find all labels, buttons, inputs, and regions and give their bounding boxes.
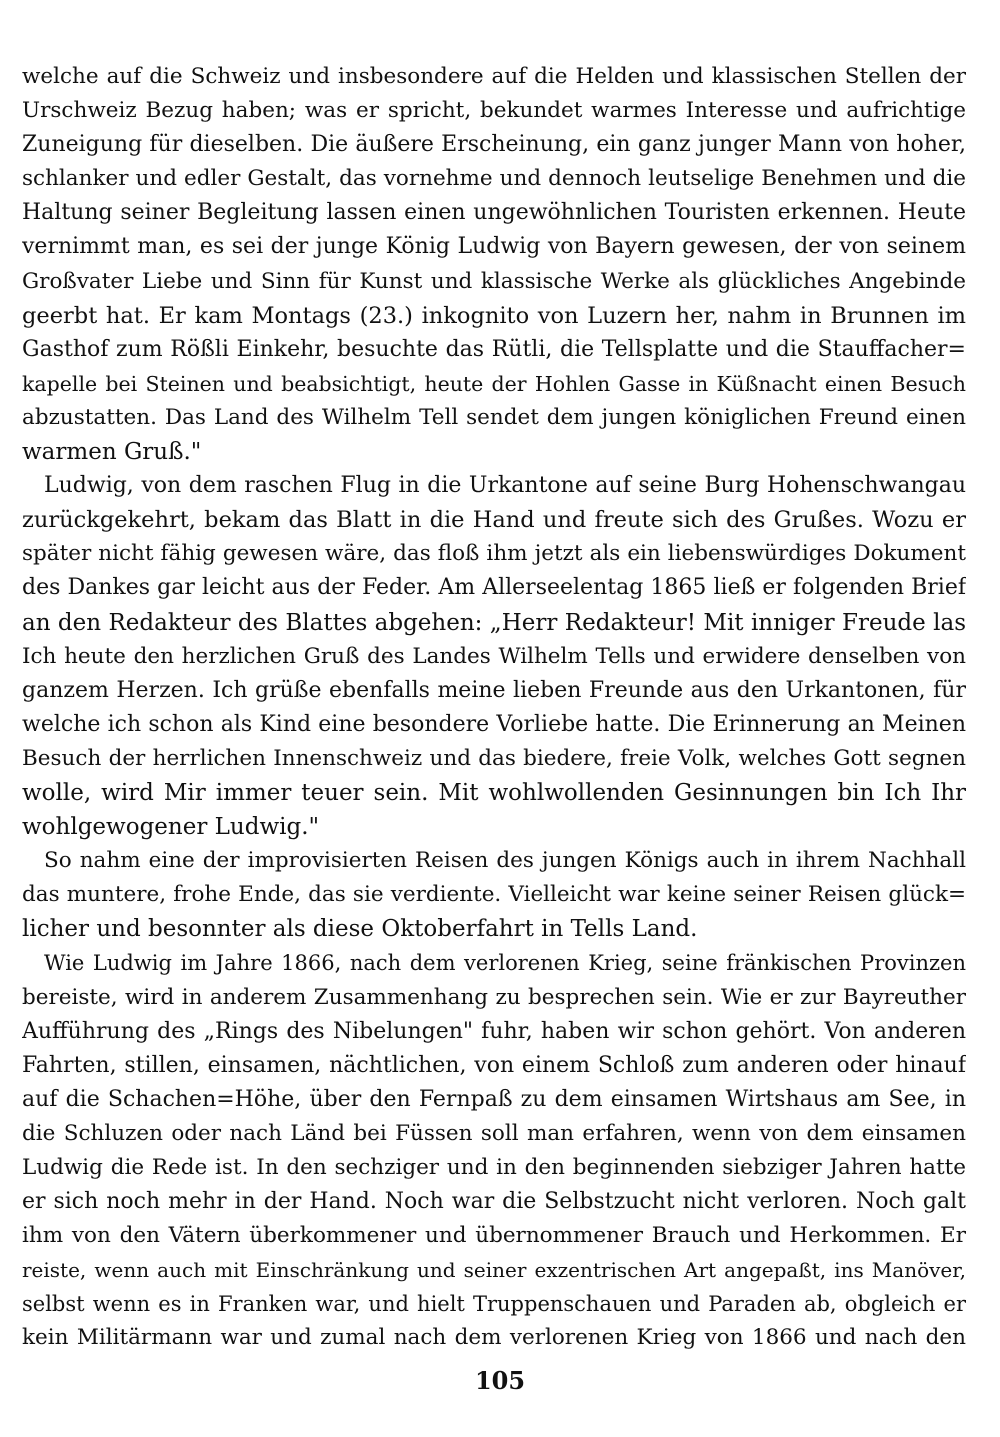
text-line: So nahm eine der improvisierten Reisen des jungen Königs auch in ihrem Nachhall xyxy=(44,848,966,874)
text-line: Fahrten, stillen, einsamen, nächtlichen, von einem Schloß zum anderen oder hinauf xyxy=(22,1052,966,1078)
text-line: er sich noch mehr in der Hand. Noch war die Selbstzucht nicht verloren. Noch galt xyxy=(22,1189,966,1215)
text-line: kein Militärmann war und zumal nach dem verlorenen Krieg von 1866 und nach den xyxy=(22,1325,966,1351)
text-line: des Dankes gar leicht aus der Feder. Am Allerseelentag 1865 ließ er folgenden Brief xyxy=(22,575,966,601)
text-line: ganzem Herzen. Ich grüße ebenfalls meine lieben Freunde aus den Urkantonen, für xyxy=(22,677,966,703)
text-line: Aufführung des „Rings des Nibelungen" fuhr, haben wir schon gehört. Von anderen xyxy=(22,1018,966,1044)
text-line: schlanker und edler Gestalt, das vornehme und dennoch leutselige Benehmen und die xyxy=(22,166,966,192)
text-line: warmen Gruß." xyxy=(22,439,202,466)
text-line: abzustatten. Das Land des Wilhelm Tell sendet dem jungen königlichen Freund einen xyxy=(22,404,966,430)
text-line: ihm von den Vätern überkommener und übernommener Brauch und Herkommen. Er xyxy=(22,1223,966,1249)
text-line: auf die Schachen=Höhe, über den Fernpaß zu dem einsamen Wirtshaus am See, in xyxy=(22,1086,966,1112)
text-line: an den Redakteur des Blattes abgehen: „Herr Redakteur! Mit inniger Freude las xyxy=(22,609,966,636)
text-line: das muntere, frohe Ende, das sie verdiente. Vielleicht war keine seiner Reisen glück= xyxy=(22,882,966,908)
page-body xyxy=(22,60,966,1356)
text-line: Ludwig die Rede ist. In den sechziger und in den beginnenden siebziger Jahren hatte xyxy=(22,1155,966,1180)
text-line: später nicht fähig gewesen wäre, das floß ihm jetzt als ein liebenswürdiges Dokument xyxy=(22,541,966,567)
text-line: Großvater Liebe und Sinn für Kunst und klassische Werke als glückliches Angebinde xyxy=(22,268,966,294)
text-line: Besuch der herrlichen Innenschweiz und das biedere, freie Volk, welches Gott segnen xyxy=(22,745,966,771)
text-line: vernimmt man, es sei der junge König Ludwig von Bayern gewesen, der von seinem xyxy=(22,234,966,260)
text-line: licher und besonnter als diese Oktoberfahrt in Tells Land. xyxy=(22,916,698,943)
text-line: reiste, wenn auch mit Einschränkung und seiner exzentrischen Art angepaßt, ins Manöver, xyxy=(22,1258,966,1283)
text-line: Zuneigung für dieselben. Die äußere Erscheinung, ein ganz junger Mann von hoher, xyxy=(22,132,966,158)
text-line: Ludwig, von dem raschen Flug in die Urkantone auf seine Burg Hohenschwangau xyxy=(44,473,966,499)
text-line: wohlgewogener Ludwig." xyxy=(22,814,320,841)
text-line: geerbt hat. Er kam Montags (23.) inkognito von Luzern her, nahm in Brunnen im xyxy=(22,302,966,329)
page-number: 105 xyxy=(474,1366,526,1395)
text-line: Gasthof zum Rößli Einkehr, besuchte das Rütli, die Tellsplatte und die Stauffacher= xyxy=(22,336,966,362)
text-line: selbst wenn es in Franken war, und hielt Truppenschauen und Paraden ab, obgleich er xyxy=(22,1292,966,1317)
text-line: Wie Ludwig im Jahre 1866, nach dem verlorenen Krieg, seine fränkischen Provinzen xyxy=(44,951,966,976)
text-line: bereiste, wird in anderem Zusammenhang zu besprechen sein. Wie er zur Bayreuther xyxy=(22,984,966,1010)
text-line: welche auf die Schweiz und insbesondere auf die Helden und klassischen Stellen der xyxy=(22,64,966,89)
text-line: Urschweiz Bezug haben; was er spricht, bekundet warmes Interesse und aufrichtige xyxy=(22,98,966,124)
text-line: zurückgekehrt, bekam das Blatt in die Hand und freute sich des Grußes. Wozu er xyxy=(22,507,966,534)
text-line: kapelle bei Steinen und beabsichtigt, heute der Hohlen Gasse in Küßnacht einen Besuch xyxy=(22,371,966,396)
text-line: welche ich schon als Kind eine besondere Vorliebe hatte. Die Erinnerung an Meinen xyxy=(22,711,966,737)
text-line: Ich heute den herzlichen Gruß des Landes Wilhelm Tells und erwidere denselben von xyxy=(22,643,966,669)
text-line: die Schluzen oder nach Länd bei Füssen soll man erfahren, wenn von dem einsamen xyxy=(22,1120,966,1146)
text-line: wolle, wird Mir immer teuer sein. Mit wohlwollenden Gesinnungen bin Ich Ihr xyxy=(22,779,966,806)
text-line: Haltung seiner Begleitung lassen einen ungewöhnlichen Touristen erkennen. Heute xyxy=(22,200,966,226)
